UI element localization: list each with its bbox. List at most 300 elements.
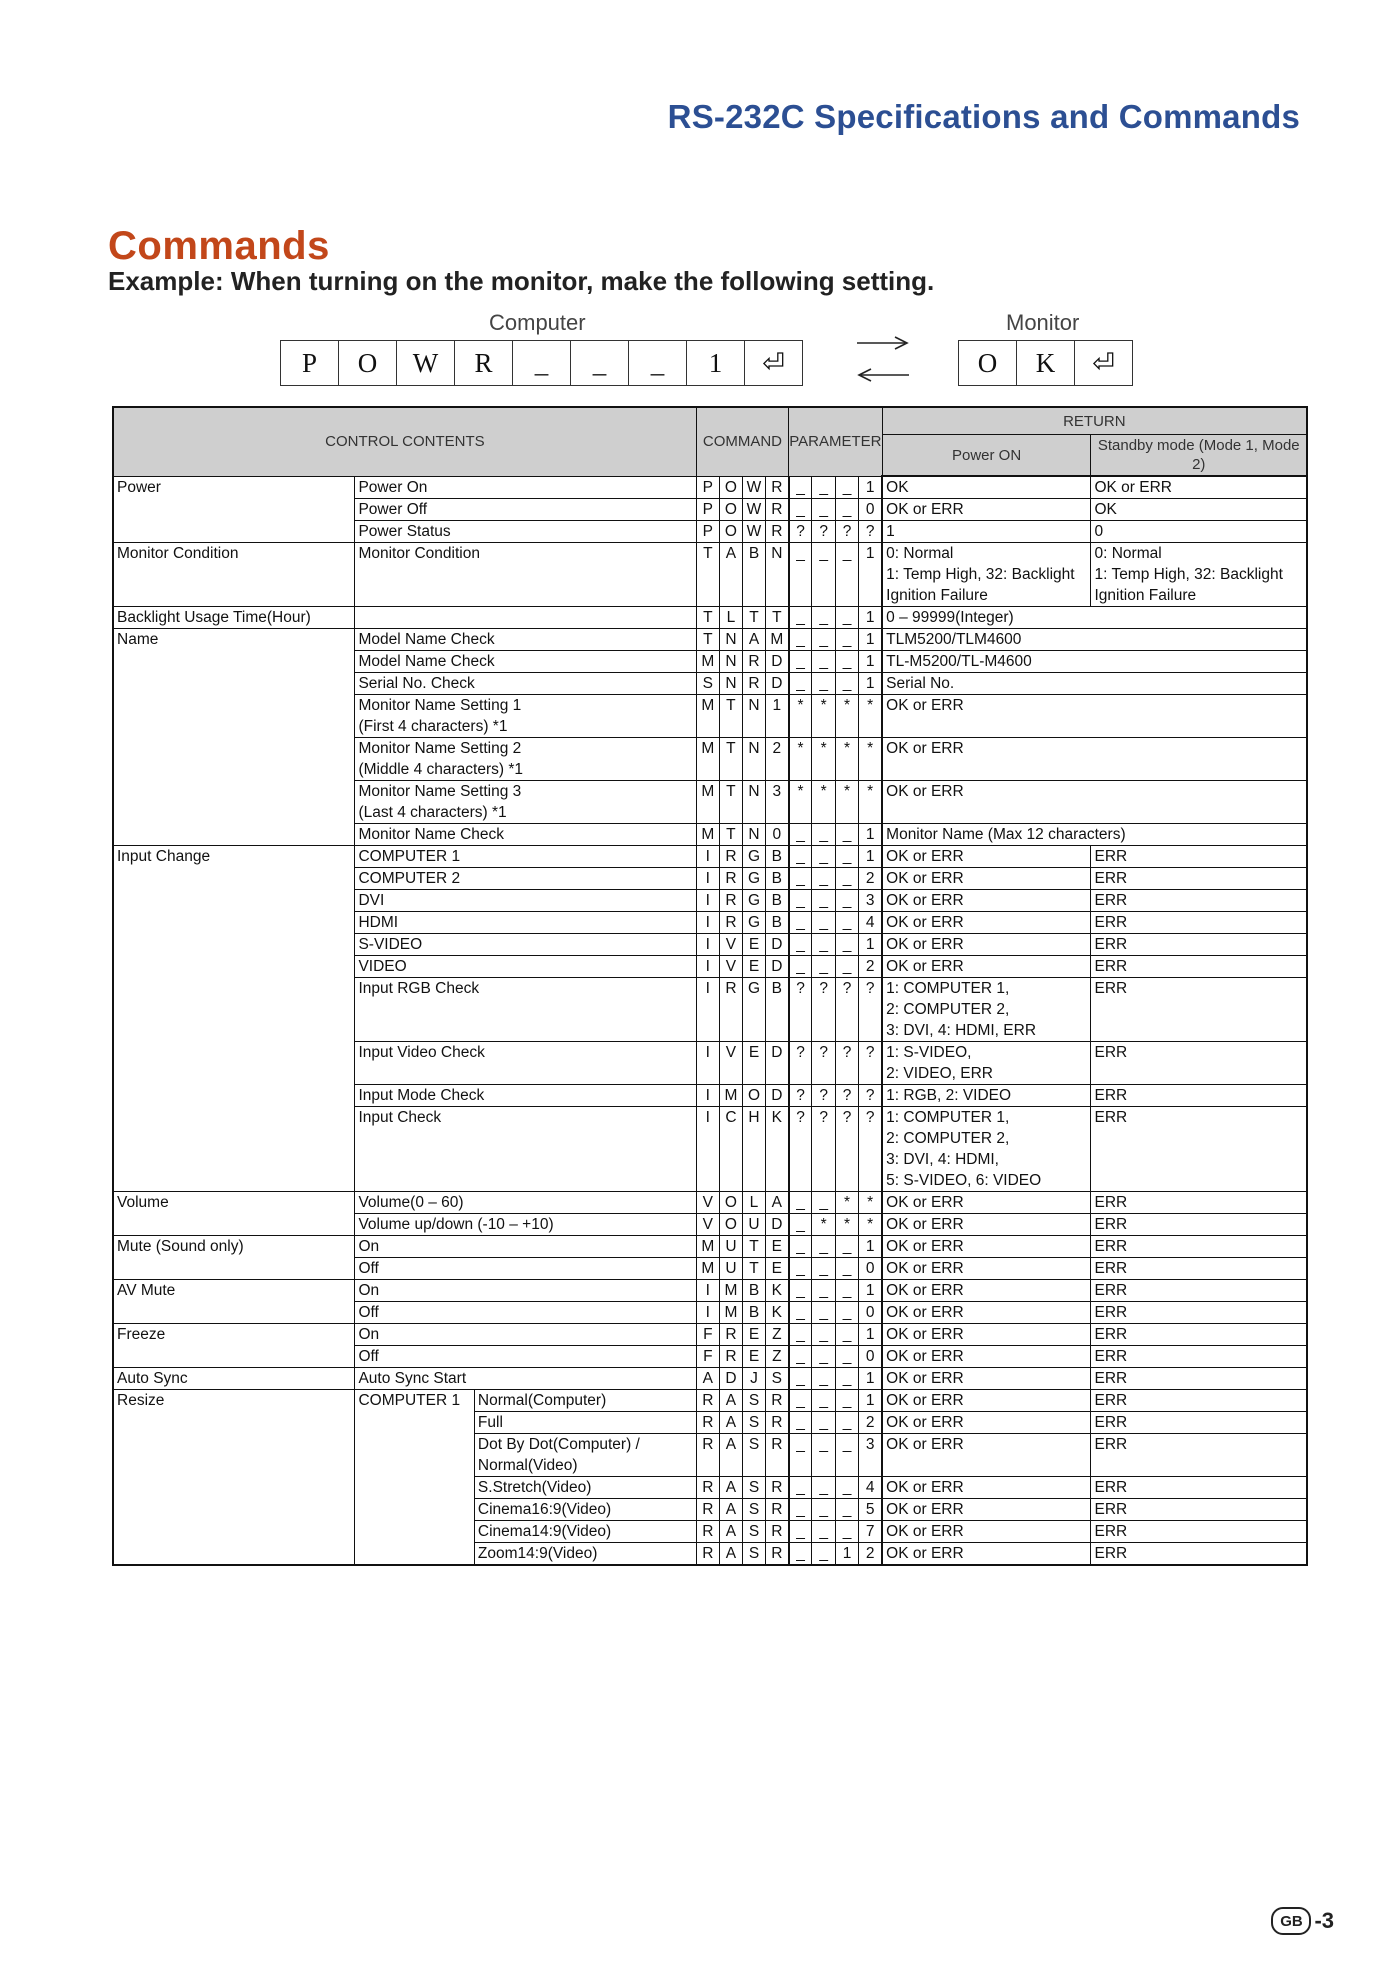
parameter-char: _ xyxy=(789,499,812,521)
row-item-label xyxy=(355,1543,474,1566)
return-power-on: OK or ERR xyxy=(882,956,1091,978)
row-item-label: HDMI xyxy=(355,912,696,934)
row-item-label xyxy=(355,1499,474,1521)
row-item-label: Monitor Name Setting 2 (Middle 4 characters) *1 xyxy=(355,738,696,781)
command-char: R xyxy=(766,1499,789,1521)
command-char: D xyxy=(766,1042,789,1085)
command-char-box: _ xyxy=(571,341,629,385)
command-char-box: O xyxy=(959,341,1017,385)
return-standby: OK xyxy=(1091,499,1307,521)
header-parameter: PARAMETER xyxy=(789,407,883,476)
return-standby: ERR xyxy=(1091,868,1307,890)
command-char: M xyxy=(696,738,719,781)
parameter-char: _ xyxy=(789,651,812,673)
row-item-label: COMPUTER 1 xyxy=(355,1390,474,1412)
command-char: B xyxy=(766,868,789,890)
row-item-label: Off xyxy=(355,1302,696,1324)
command-char-box: _ xyxy=(629,341,687,385)
parameter-char: _ xyxy=(812,1236,835,1258)
command-char: 0 xyxy=(766,824,789,846)
command-char: E xyxy=(766,1236,789,1258)
parameter-char: _ xyxy=(835,1346,858,1368)
parameter-char: * xyxy=(835,781,858,824)
command-char: L xyxy=(719,607,742,629)
parameter-char: 1 xyxy=(859,1390,882,1412)
parameter-char: 1 xyxy=(859,1324,882,1346)
command-char: T xyxy=(696,607,719,629)
parameter-char: _ xyxy=(812,868,835,890)
command-char: I xyxy=(696,956,719,978)
parameter-char: _ xyxy=(835,1434,858,1477)
row-item-label: S-VIDEO xyxy=(355,934,696,956)
command-char: P xyxy=(696,476,719,499)
row-group-label: Power xyxy=(113,476,355,499)
command-char: R xyxy=(766,1521,789,1543)
parameter-char: 2 xyxy=(859,1543,882,1566)
row-item-label xyxy=(355,1412,474,1434)
parameter-char: 1 xyxy=(859,934,882,956)
parameter-char: _ xyxy=(789,934,812,956)
parameter-char: _ xyxy=(812,651,835,673)
return-power-on: OK or ERR xyxy=(882,499,1091,521)
command-char: K xyxy=(766,1107,789,1192)
table-row xyxy=(113,673,1307,695)
command-char: T xyxy=(742,607,765,629)
return-standby: 0: Normal 1: Temp High, 32: Backlight Ignition Failure xyxy=(1091,543,1307,607)
row-item-label: Volume up/down (-10 – +10) xyxy=(355,1214,696,1236)
return-power-on: 0 – 99999(Integer) xyxy=(882,607,1307,629)
row-subitem-label: Normal(Computer) xyxy=(474,1390,696,1412)
parameter-char: _ xyxy=(789,1236,812,1258)
parameter-char: 4 xyxy=(859,912,882,934)
command-char: Z xyxy=(766,1324,789,1346)
command-char: I xyxy=(696,978,719,1042)
command-char: R xyxy=(719,890,742,912)
table-row xyxy=(113,1346,1307,1368)
row-item-label: Power On xyxy=(355,476,696,499)
return-standby: ERR xyxy=(1091,1521,1307,1543)
table-row xyxy=(113,781,1307,824)
return-standby: ERR xyxy=(1091,1107,1307,1192)
command-char: M xyxy=(766,629,789,651)
parameter-char: _ xyxy=(789,673,812,695)
command-char: D xyxy=(766,1214,789,1236)
parameter-char: _ xyxy=(812,1543,835,1566)
command-char: R xyxy=(766,521,789,543)
return-standby: ERR xyxy=(1091,1499,1307,1521)
table-row xyxy=(113,824,1307,846)
row-item-label: Serial No. Check xyxy=(355,673,696,695)
parameter-char: _ xyxy=(789,912,812,934)
header-power-on: Power ON xyxy=(882,435,1091,477)
command-char: F xyxy=(696,1346,719,1368)
parameter-char: _ xyxy=(789,1521,812,1543)
return-power-on: OK or ERR xyxy=(882,781,1307,824)
parameter-char: * xyxy=(789,781,812,824)
return-power-on: OK or ERR xyxy=(882,1368,1091,1390)
row-group-label xyxy=(113,781,355,824)
parameter-char: _ xyxy=(835,1521,858,1543)
row-item-label: Monitor Name Check xyxy=(355,824,696,846)
return-power-on: OK or ERR xyxy=(882,738,1307,781)
return-standby: ERR xyxy=(1091,1258,1307,1280)
return-standby: OK or ERR xyxy=(1094,479,1172,496)
command-char: R xyxy=(742,673,765,695)
row-subitem-label: S.Stretch(Video) xyxy=(474,1477,696,1499)
return-standby: ERR xyxy=(1091,846,1307,868)
parameter-char: _ xyxy=(789,607,812,629)
command-char: V xyxy=(696,1214,719,1236)
row-item-label xyxy=(355,1521,474,1543)
parameter-char: ? xyxy=(812,1085,835,1107)
return-power-on: OK or ERR xyxy=(882,1236,1091,1258)
row-item-label: Off xyxy=(355,1346,696,1368)
command-char: E xyxy=(742,934,765,956)
parameter-char: * xyxy=(859,781,882,824)
command-char: S xyxy=(696,673,719,695)
command-char: B xyxy=(742,1280,765,1302)
header-command: COMMAND xyxy=(696,407,788,476)
command-char: K xyxy=(766,1302,789,1324)
command-char: N xyxy=(719,673,742,695)
header-standby-mode: Standby mode (Mode 1, Mode 2) xyxy=(1091,435,1307,477)
table-row xyxy=(113,978,1307,1042)
return-power-on: OK or ERR xyxy=(882,890,1091,912)
command-char: W xyxy=(742,476,765,499)
command-char: U xyxy=(719,1236,742,1258)
return-power-on: OK xyxy=(882,476,1091,499)
command-char: W xyxy=(742,521,765,543)
return-standby: ERR xyxy=(1091,1192,1307,1214)
parameter-char: * xyxy=(812,738,835,781)
parameter-char: _ xyxy=(812,846,835,868)
command-char: V xyxy=(719,956,742,978)
parameter-char: _ xyxy=(812,1324,835,1346)
parameter-char: _ xyxy=(835,1477,858,1499)
return-standby: 0 xyxy=(1091,521,1307,543)
parameter-char: ? xyxy=(789,1107,812,1192)
parameter-char: 1 xyxy=(859,846,882,868)
return-power-on: OK or ERR xyxy=(882,934,1091,956)
return-power-on: TL-M5200/TL-M4600 xyxy=(882,651,1307,673)
parameter-char: 1 xyxy=(859,1280,882,1302)
parameter-char: 3 xyxy=(859,1434,882,1477)
return-standby: ERR xyxy=(1091,1214,1307,1236)
command-char: V xyxy=(696,1192,719,1214)
parameter-char: _ xyxy=(812,476,835,499)
row-item-label: Model Name Check xyxy=(355,629,696,651)
command-char: C xyxy=(719,1107,742,1192)
command-char: E xyxy=(742,1324,765,1346)
parameter-char: _ xyxy=(812,629,835,651)
command-char: T xyxy=(766,607,789,629)
parameter-char: 2 xyxy=(859,868,882,890)
parameter-char: _ xyxy=(812,1258,835,1280)
parameter-char: _ xyxy=(812,1346,835,1368)
parameter-char: _ xyxy=(789,1346,812,1368)
parameter-char: _ xyxy=(835,629,858,651)
command-char: R xyxy=(766,1412,789,1434)
parameter-char: _ xyxy=(812,1192,835,1214)
parameter-char: 1 xyxy=(859,476,882,499)
parameter-char: 1 xyxy=(859,607,882,629)
command-char: T xyxy=(719,824,742,846)
row-group-label xyxy=(113,521,355,543)
command-char: D xyxy=(766,1085,789,1107)
parameter-char: ? xyxy=(859,1085,882,1107)
parameter-char: _ xyxy=(835,824,858,846)
command-char: R xyxy=(696,1477,719,1499)
row-group-label xyxy=(113,956,355,978)
return-power-on: OK or ERR xyxy=(882,1543,1091,1566)
command-char: P xyxy=(696,499,719,521)
command-char: M xyxy=(696,781,719,824)
parameter-char: * xyxy=(835,1192,858,1214)
parameter-char: 1 xyxy=(859,673,882,695)
row-item-label: Volume(0 – 60) xyxy=(355,1192,696,1214)
parameter-char: _ xyxy=(789,629,812,651)
command-char: I xyxy=(696,846,719,868)
parameter-char: _ xyxy=(835,651,858,673)
parameter-char: _ xyxy=(835,1368,858,1390)
parameter-char: _ xyxy=(812,1521,835,1543)
command-char: N xyxy=(742,824,765,846)
command-char: A xyxy=(696,1368,719,1390)
return-standby: ERR xyxy=(1091,1324,1307,1346)
parameter-char: ? xyxy=(859,978,882,1042)
return-key-icon: ⏎ xyxy=(1092,347,1115,378)
parameter-char: 4 xyxy=(859,1477,882,1499)
parameter-char: _ xyxy=(789,1280,812,1302)
row-item-label: VIDEO xyxy=(355,956,696,978)
parameter-char: * xyxy=(859,1214,882,1236)
header-return: RETURN xyxy=(882,407,1307,435)
table-row xyxy=(113,1214,1307,1236)
return-power-on: OK or ERR xyxy=(882,1324,1091,1346)
command-char: I xyxy=(696,1085,719,1107)
parameter-char: _ xyxy=(789,1368,812,1390)
command-char: I xyxy=(696,912,719,934)
command-char: T xyxy=(742,1236,765,1258)
parameter-char: _ xyxy=(835,1236,858,1258)
row-subitem-label: Dot By Dot(Computer) / Normal(Video) xyxy=(474,1434,696,1477)
parameter-char: _ xyxy=(835,890,858,912)
return-power-on: OK or ERR xyxy=(882,695,1307,738)
row-group-label: Input Change xyxy=(113,846,355,868)
command-char-box: _ xyxy=(513,341,571,385)
parameter-char: _ xyxy=(789,956,812,978)
command-char: M xyxy=(719,1280,742,1302)
parameter-char: _ xyxy=(812,543,835,607)
row-group-label xyxy=(113,673,355,695)
row-group-label xyxy=(113,912,355,934)
table-row xyxy=(113,651,1307,673)
command-char: R xyxy=(696,1412,719,1434)
parameter-char: _ xyxy=(812,1434,835,1477)
parameter-char: _ xyxy=(835,1390,858,1412)
parameter-char: ? xyxy=(859,1042,882,1085)
command-char: S xyxy=(766,1368,789,1390)
parameter-char: _ xyxy=(789,476,812,499)
return-standby: ERR xyxy=(1091,1434,1307,1477)
command-char: N xyxy=(719,629,742,651)
return-standby: ERR xyxy=(1091,1477,1307,1499)
parameter-char: 3 xyxy=(859,890,882,912)
row-item-label: On xyxy=(355,1324,696,1346)
return-standby: ERR xyxy=(1091,1346,1307,1368)
parameter-char: 5 xyxy=(859,1499,882,1521)
parameter-char: ? xyxy=(835,978,858,1042)
table-row xyxy=(113,1085,1307,1107)
command-char: O xyxy=(719,521,742,543)
command-char: G xyxy=(742,912,765,934)
command-char: D xyxy=(766,651,789,673)
command-char: D xyxy=(719,1368,742,1390)
row-group-label: AV Mute xyxy=(113,1280,355,1302)
command-char: 3 xyxy=(766,781,789,824)
parameter-char: _ xyxy=(812,1390,835,1412)
command-char: I xyxy=(696,1302,719,1324)
parameter-char: ? xyxy=(835,1107,858,1192)
table-row xyxy=(113,476,1307,499)
table-row xyxy=(113,1302,1307,1324)
row-group-label xyxy=(113,890,355,912)
table-row xyxy=(113,1192,1307,1214)
row-group-label xyxy=(113,1302,355,1324)
parameter-char: 1 xyxy=(859,1368,882,1390)
parameter-char: _ xyxy=(812,499,835,521)
parameter-char: ? xyxy=(789,1042,812,1085)
row-item-label: Auto Sync Start xyxy=(355,1368,696,1390)
parameter-char: _ xyxy=(789,824,812,846)
row-group-label xyxy=(113,1543,355,1566)
command-char: V xyxy=(719,934,742,956)
parameter-char: * xyxy=(789,738,812,781)
return-power-on: OK or ERR xyxy=(882,868,1091,890)
command-char: A xyxy=(742,629,765,651)
return-power-on: 1: COMPUTER 1, 2: COMPUTER 2, 3: DVI, 4: HDMI, ERR xyxy=(882,978,1091,1042)
command-char: R xyxy=(766,499,789,521)
parameter-char: ? xyxy=(789,978,812,1042)
command-char: T xyxy=(696,629,719,651)
row-item-label: Power Off xyxy=(355,499,696,521)
parameter-char: _ xyxy=(835,499,858,521)
command-char: R xyxy=(696,1390,719,1412)
parameter-char: _ xyxy=(789,868,812,890)
command-char: D xyxy=(766,673,789,695)
table-row xyxy=(113,1521,1307,1543)
row-item-label: Input Check xyxy=(355,1107,696,1192)
parameter-char: 1 xyxy=(859,1236,882,1258)
command-char: T xyxy=(719,738,742,781)
row-item-label: Input RGB Check xyxy=(355,978,696,1042)
table-row xyxy=(113,1042,1307,1085)
command-char: M xyxy=(696,651,719,673)
row-group-label xyxy=(113,738,355,781)
row-group-label xyxy=(113,695,355,738)
header-control-contents: CONTROL CONTENTS xyxy=(113,407,696,476)
parameter-char: * xyxy=(859,695,882,738)
return-power-on: OK or ERR xyxy=(882,1346,1091,1368)
command-char: R xyxy=(719,912,742,934)
command-char: P xyxy=(696,521,719,543)
row-item-label: Input Video Check xyxy=(355,1042,696,1085)
parameter-char: 2 xyxy=(859,1412,882,1434)
command-char: V xyxy=(719,1042,742,1085)
parameter-char: 7 xyxy=(859,1521,882,1543)
row-group-label: Freeze xyxy=(113,1324,355,1346)
command-char: E xyxy=(766,1258,789,1280)
row-subitem-label: Zoom14:9(Video) xyxy=(474,1543,696,1566)
parameter-char: _ xyxy=(835,1258,858,1280)
parameter-char: _ xyxy=(835,956,858,978)
command-char: R xyxy=(696,1521,719,1543)
command-char: R xyxy=(719,978,742,1042)
return-power-on: OK or ERR xyxy=(882,1258,1091,1280)
parameter-char: ? xyxy=(835,1085,858,1107)
row-item-label: COMPUTER 2 xyxy=(355,868,696,890)
return-standby: ERR xyxy=(1091,1302,1307,1324)
command-char: R xyxy=(719,1324,742,1346)
return-standby: ERR xyxy=(1091,1042,1307,1085)
return-power-on: TLM5200/TLM4600 xyxy=(882,629,1307,651)
command-char: A xyxy=(719,1477,742,1499)
parameter-char: _ xyxy=(812,956,835,978)
commands-heading: Commands xyxy=(108,224,330,268)
row-item-label: Input Mode Check xyxy=(355,1085,696,1107)
table-row xyxy=(113,738,1307,781)
parameter-char: ? xyxy=(835,1042,858,1085)
command-char: T xyxy=(719,781,742,824)
row-subitem-label: Cinema16:9(Video) xyxy=(474,1499,696,1521)
parameter-char: 2 xyxy=(859,956,882,978)
command-char: B xyxy=(766,978,789,1042)
command-char: R xyxy=(766,1390,789,1412)
command-char: A xyxy=(719,1412,742,1434)
return-standby: ERR xyxy=(1091,1412,1307,1434)
return-power-on: OK or ERR xyxy=(882,1477,1091,1499)
table-row xyxy=(113,1543,1307,1566)
command-char: G xyxy=(742,846,765,868)
row-group-label xyxy=(113,824,355,846)
table-row xyxy=(113,1390,1307,1412)
command-char: A xyxy=(719,1543,742,1566)
command-char: S xyxy=(742,1521,765,1543)
parameter-char: _ xyxy=(812,934,835,956)
return-power-on: OK or ERR xyxy=(882,1434,1091,1477)
row-group-label xyxy=(113,1042,355,1085)
command-char: R xyxy=(696,1499,719,1521)
return-standby: ERR xyxy=(1091,1085,1307,1107)
command-char: R xyxy=(766,1543,789,1566)
command-char-box: K xyxy=(1017,341,1075,385)
command-char: I xyxy=(696,1107,719,1192)
parameter-char: _ xyxy=(812,607,835,629)
return-standby: ERR xyxy=(1091,1390,1307,1412)
table-row xyxy=(113,1236,1307,1258)
command-char: S xyxy=(742,1434,765,1477)
row-group-label: Volume xyxy=(113,1192,355,1214)
command-char: K xyxy=(766,1280,789,1302)
computer-label: Computer xyxy=(489,310,586,335)
command-char: O xyxy=(742,1085,765,1107)
row-item-label xyxy=(355,607,696,629)
row-group-label xyxy=(113,1434,355,1477)
table-row xyxy=(113,1258,1307,1280)
command-char: N xyxy=(742,781,765,824)
command-char: F xyxy=(696,1324,719,1346)
parameter-char: _ xyxy=(812,673,835,695)
